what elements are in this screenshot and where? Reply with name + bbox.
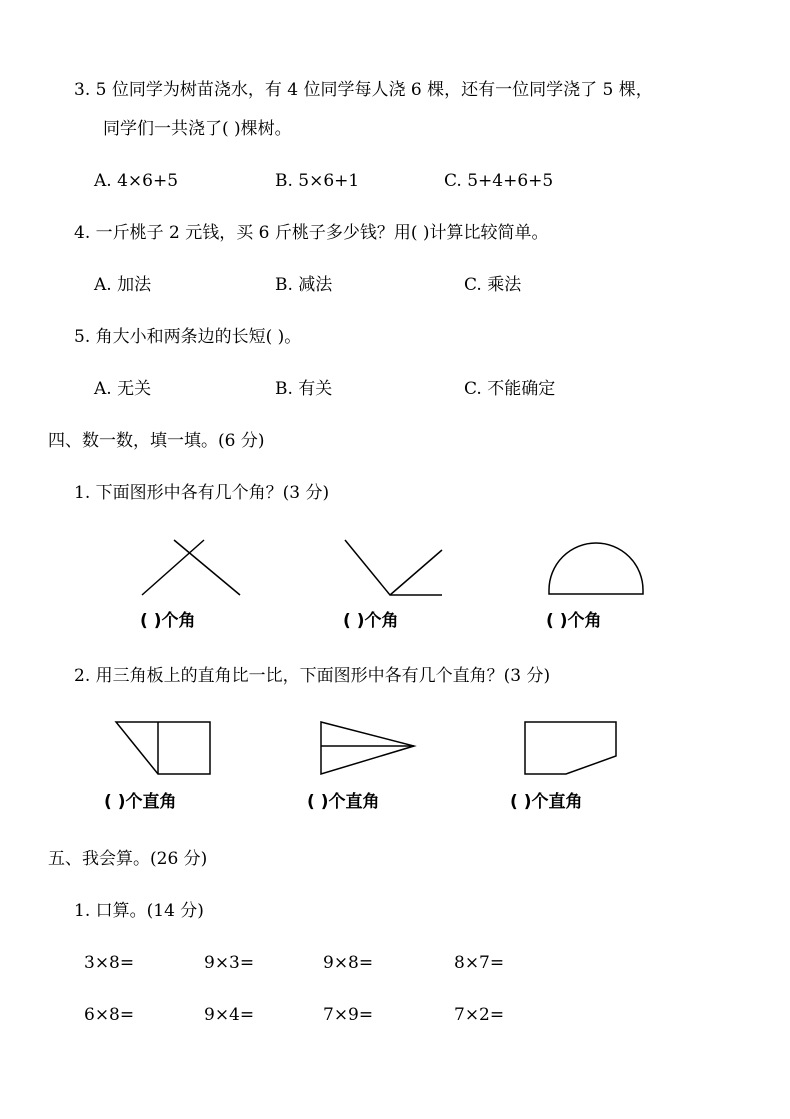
section4-title: 四、数一数，填一填。(6 分) [48,431,265,451]
section4-q2-answer-3: ( )个直角 [510,792,583,812]
q3-option-c: C. 5+4+6+5 [444,171,554,191]
q3-option-a: A. 4×6+5 [94,171,179,191]
calc-1-2: 9×3= [204,953,255,973]
section4-q2-text: 2. 用三角板上的直角比一比，下面图形中各有几个直角？(3 分) [74,666,551,686]
section4-q2-answer-1: ( )个直角 [104,792,177,812]
calc-2-2: 9×4= [204,1005,255,1025]
q5-option-a: A. 无关 [94,379,152,399]
q3-option-b: B. 5×6+1 [275,171,360,191]
q3-text-line1: 3. 5 位同学为树苗浇水，有 4 位同学每人浇 6 棵，还有一位同学浇了 5 棵， [74,80,653,100]
calc-1-4: 8×7= [454,953,505,973]
q4-option-c: C. 乘法 [464,275,522,295]
section4-q1-text: 1. 下面图形中各有几个角？(3 分) [74,483,330,503]
section5-q1-text: 1. 口算。(14 分) [74,901,204,921]
q5-option-c: C. 不能确定 [464,379,556,399]
calc-1-3: 9×8= [323,953,374,973]
section4-q1-answer-1: ( )个角 [140,611,196,631]
calc-2-1: 6×8= [84,1005,135,1025]
section4-q1-answer-3: ( )个角 [546,611,602,631]
q4-option-a: A. 加法 [94,275,152,295]
calc-1-1: 3×8= [84,953,135,973]
section4-q1-answer-2: ( )个角 [343,611,399,631]
q5-text: 5. 角大小和两条边的长短( )。 [74,327,302,347]
section4-q2-answer-2: ( )个直角 [307,792,380,812]
q4-option-b: B. 减法 [275,275,333,295]
section5-title: 五、我会算。(26 分) [48,849,208,869]
q3-text-line2: 同学们一共浇了( )棵树。 [103,119,292,139]
calc-2-3: 7×9= [323,1005,374,1025]
calc-2-4: 7×2= [454,1005,505,1025]
q5-option-b: B. 有关 [275,379,333,399]
q4-text: 4. 一斤桃子 2 元钱，买 6 斤桃子多少钱？用( )计算比较简单。 [74,223,549,243]
